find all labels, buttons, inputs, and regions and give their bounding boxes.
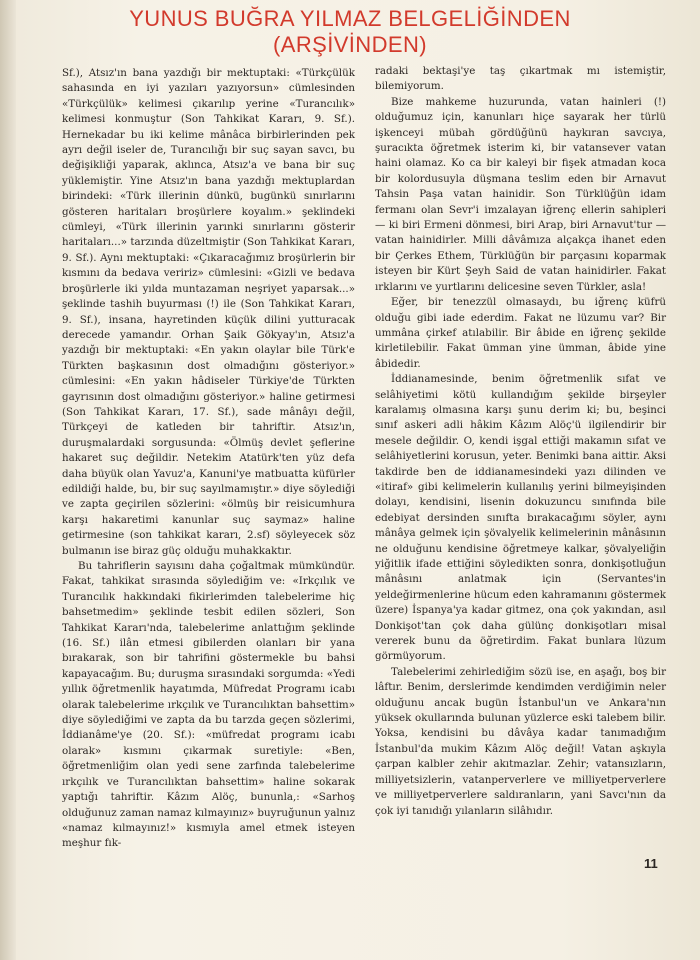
header-subtitle: (ARŞİVİNDEN) xyxy=(273,32,427,57)
header-title: YUNUS BUĞRA YILMAZ BELGELİĞİNDEN xyxy=(129,6,571,31)
page-number: 11 xyxy=(644,856,658,871)
page-spine-shadow xyxy=(0,0,16,960)
right-text-column xyxy=(375,64,666,819)
archive-header xyxy=(0,6,700,58)
paragraph: Bize mahkeme huzurunda, vatan hainleri (!) olduğumuz için, kanunları hiçe sayarak her türlü işkenceyi mübah gördüğünü haykıran savcıya, şuracıkta öğretmek isterim ki, bir vatansever vatan haini olamaz. Ko ca bir kaleyi bir fişek atmadan koca bir kolordusuyla düşmana teslim eden bir Arnavut Tahsin Paşa vatan hainidir. Son Türklüğün idam fermanı olan Sevr'i imzalayan iğrenç ellerin sahipleri — ki biri Ermeni dönmesi, biri Arap, biri Arnavut'tur — vatan hainidirler. Milli dâvâmıza alçakça ihanet eden bir Çerkes Ethem, Türklüğün bir parçasını koparmak isteyen bir Kürt Şeyh Said de vatan hainidirler. Fakat ırklarını ve yurtlarını delicesine seven Türkler, asla! xyxy=(375,95,666,293)
paragraph: radaki bektaşi'ye taş çıkartmak mı istemiştir, bilemiyorum. xyxy=(375,65,666,93)
paragraph: İddianamesinde, benim öğretmenlik sıfat ve selâhiyetimi kötü kullandığım şekilde birşeyler karalamış olmasına karşı şunu derim ki; bu, beşinci sınıf askeri adli hâkim Kâzım Alöç'ü ilgilendirir bir mesele değildir. O, kendi işgal ettiği makamın sıfat ve selâhiyetlerini korusun, yeter. Benimki bana aittir. Aksi takdirde ben de iddianamesindeki yazı dilinden ve «itiraf» gibi kelimelerin kullanılış yerini bilmeyişinden dolayı, kendisini, lisenin dokuzuncu sınıfında bile edebiyat dersinden sınıfta bırakacağımı söyler, aynı mânâya gelmek için şövalyelik kelimelerinin mânâsının ne olduğunu kendisine öğretmeye kalkar, şövalyeliğin yiğitlik ifade ettiğini söyledikten sonra, donkişotluğun mânâsını anlatmak için (Servantes'in yeldeğirmenlerine hücum eden kahramanını göstermek üzere) İspanya'ya kadar gitmez, ona çok yakından, asıl Donkişot'tan çok daha gülünç donkişotları misal vererek bunu da öğretirdim. Fakat bunlara lüzum görmüyorum. xyxy=(375,373,666,663)
paragraph: Bu tahriflerin sayısını daha çoğaltmak mümkündür. Fakat, tahkikat sırasında söylediğim ve: «Irkçılık ve Turancılık hakkındaki fikirlerimden talebelerime hiç bahsetmedim» şeklinde tesbit edilen sözleri, Son Tahkikat Kararı'nda, talebelerime anlattığım şeklinde (16. Sf.) ilân etmesi gibilerden olanları bir yana bırakarak, son bir tahrifini göstermekle bu bahsi kapayacağım. Bu; duruşma sırasındaki sorgumda: «Yedi yıllık öğretmenlik hayatımda, Müfredat Programı icabı olarak talebelerime ırkçılık ve Turancılıktan bahsettim» diye söylediğimi ve zapta da bu tarzda geçen sözlerimi, İddianâme'ye (20. Sf.): «müfredat programı icabı olarak» kısmını çıkarmak suretiyle: «Ben, öğretmenliğim olan yedi sene zarfında talebelerime ırkçılık ve Turancılıktan bahsettim» haline sokarak yaptığı tahriftir. Kâzım Alöç, bununla,: «Sarhoş olduğunuz zaman namaz kılmayınız» buyruğunun yalnız «namaz kılmayınız!» kısmıyla amel etmek isteyen meşhur fık- xyxy=(62,560,355,850)
paragraph: Sf.), Atsız'ın bana yazdığı bir mektuptaki: «Türkçülük sahasında en iyi yazıları yazıyorsun» cümlesinden «Türkçülük» kelimesi çıkarılıp yerine «Turancılık» kelimesi konmuştur (Son Tahkikat Kararı, 9. Sf.). Hernekadar bu iki kelime mânâca birbirlerinden pek ayrı değil iseler de, Turancılığı bir suç sayan savcı, bu değişikliği yaparak, aklınca, Atsız'a ve bana bir suç yüklemiştir. Yine Atsız'ın bana yazdığı mektuplardan birindeki: «Türk illerinin dünkü, bugünkü sınırlarını gösteren haritaları broşürlere koyalım.» şeklindeki cümleyi, «Türk illerinin yarınki sınırlarını gösterir haritaları...» tarzında düzeltmiştir (Son Tahkikat Kararı, 9. Sf.). Aynı mektuptaki: «Çıkaracağımız broşürlerin bir kısmını da bedava veririz» cümlesini: «Gizli ve bedava broşürlerle iki yılda muntazaman neşriyet yaparsak...» şeklinde tashih buyurması (!) ile (Son Tahkikat Kararı, 9. Sf.), insana, hayretinden küçük dilini yutturacak derecede yamandır. Orhan Şaik Gökyay'ın, Atsız'a yazdığı bir mektuptaki: «En yakın olaylar bile Türk'e Türkten başkasının dost olmadığını gösteriyor.» cümlesini: «En yakın hâdiseler Türkiye'de Türkten gayrısının dost olmadığını gösteriyor.» haline getirmesi (Son Tahkikat Kararı, 17. Sf.), sade mânâyı değil, Türkçeyi de katleden bir tahriftir. Atsız'ın, duruşmalardaki sorgusunda: «Ölmüş devlet şeflerine hakaret suç değildir. Netekim Atatürk'ten yüz defa daha büyük olan Yavuz'a, Kanuni'ye matbuatta küfürler edildiği halde, bu, bir suç sayılmamıştır.» diye söylediği ve zapta geçirilen sözlerini: «ölmüş bir reisicumhura karşı hakaretimi kanunlar suç saymaz» haline getirmesine (son tahkikat kararı, 2.sf) söyleyecek söz bulmanın ise biraz güç olduğu muhakkaktır. xyxy=(62,67,355,557)
left-text-column xyxy=(62,66,355,852)
paragraph: Eğer, bir tenezzül olmasaydı, bu iğrenç küfrü olduğu gibi iade ederdim. Fakat ne lüzumu var? Bir ummâna çirkef atılabilir. Bir âbide en iğrenç şekilde kirletilebilir. Fakat ümman yine ümman, âbide yine âbidedir. xyxy=(375,296,666,370)
paragraph: Talebelerimi zehirlediğim sözü ise, en aşağı, boş bir lâftır. Benim, derslerimde kendimden verdiğimin neler olduğunu ancak bugün İstanbul'un ve Ankara'nın yüksek okullarında bulunan yüzlerce eski talebem bilir. Yoksa, kendisini bu dâvâya kadar tanımadığım İstanbul'da mukim Kâzım Alöç değil! Vatan aşkıyla çarpan kalbler zehir akıtmazlar. Zehir; vatansızların, milliyetsizlerin, vatanperverlere ve milliyetperverlere ve milliyetperverlere saldıranların, yani Savcı'nın da çok iyi tanıdığı yılanların silâhıdır. xyxy=(375,665,666,817)
